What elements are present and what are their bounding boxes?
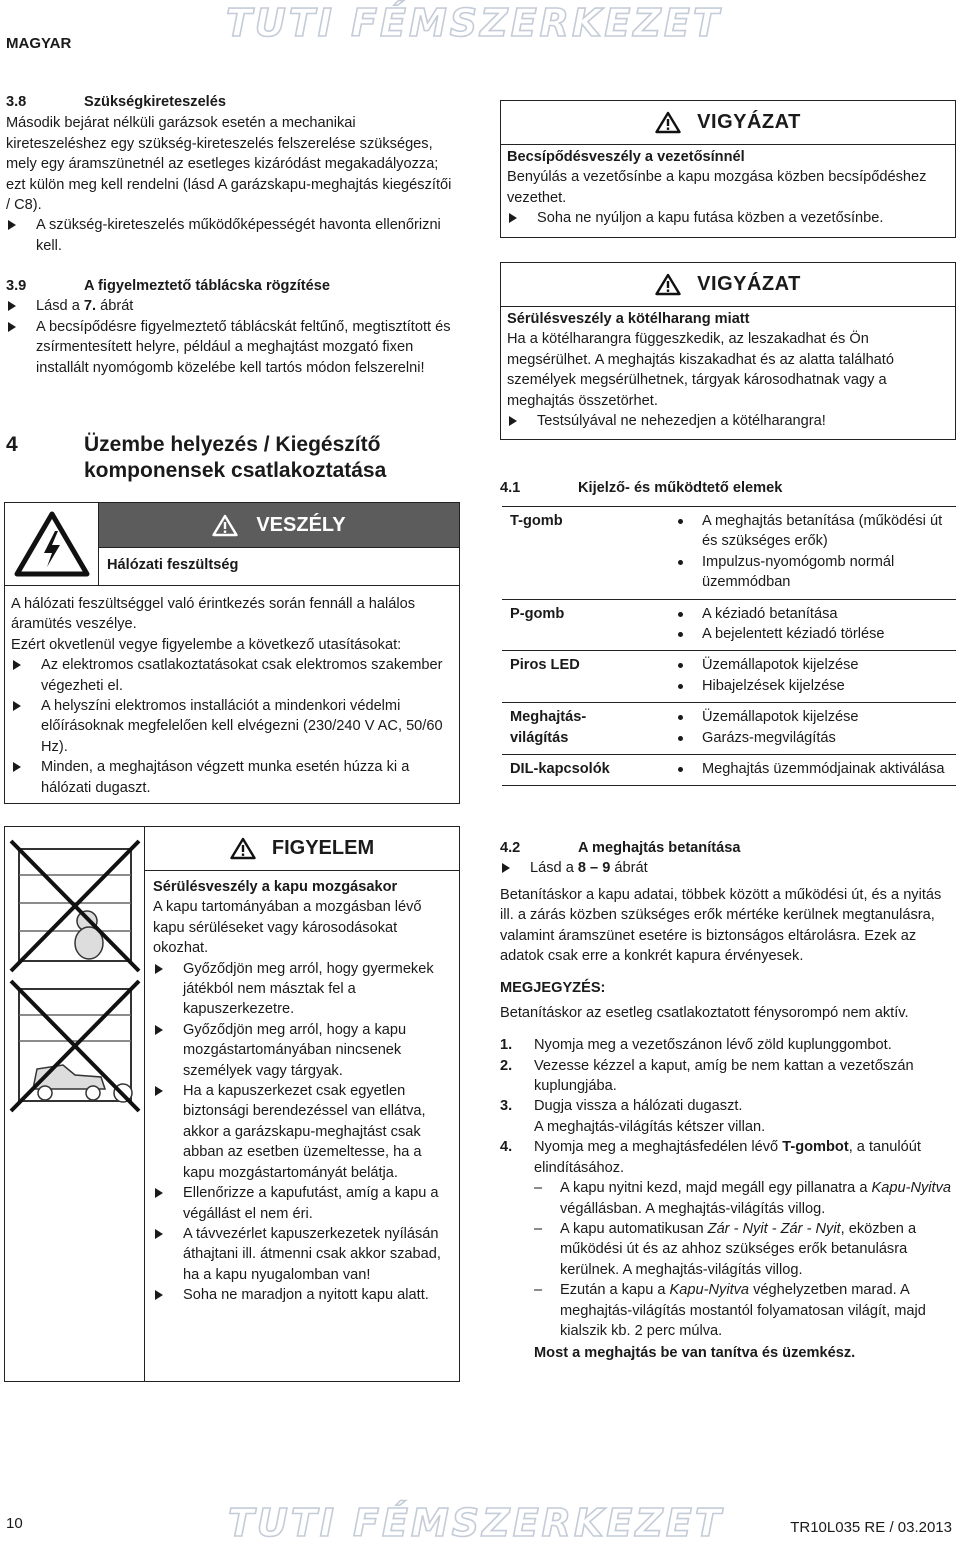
notice-box — [4, 826, 460, 1382]
note-title: MEGJEGYZÉS: — [500, 980, 606, 997]
section-heading: 4.1 Kijelző- és működtető elemek — [500, 480, 783, 496]
page-number: 10 — [6, 1515, 23, 1532]
notice-subtitle: Sérülésveszély a kapu mozgásakor — [153, 879, 398, 895]
paragraph: Ezért okvetlenül vegye figyelembe a következő utasításokat: — [11, 636, 402, 653]
section-heading: 3.9 A figyelmeztető táblácska rögzítése — [6, 278, 331, 294]
caution-box-rope-bell — [500, 262, 956, 440]
list-item: 3. Dugja vissza a hálózati dugaszt. A meghajtás-világítás kétszer villan. — [500, 1098, 766, 1135]
paragraph: Ha a kötélharangra függeszkedik, az leszakadhat és Ön megsérülhet. A meghajtás kiszakadhat és az alatta található személyek megsérülhetnek, tárgyak károsodhatnak vagy a meghajtás összetörhet. — [507, 331, 894, 409]
list-item: 2. Vezesse kézzel a kaput, amíg be nem kattan a vezetőszán kuplungjába. — [500, 1057, 914, 1095]
warning-triangle-icon — [655, 111, 681, 134]
document-id: TR10L035 RE / 03.2013 — [790, 1519, 952, 1536]
section-4-1 — [500, 478, 954, 498]
controls-table — [502, 506, 956, 786]
bullet-item: Győződjön meg arról, hogy a kapu mozgástartományában nincsenek személyek vagy tárgyak. — [153, 1020, 449, 1081]
caution-subtitle: Becsípődésveszély a vezetősínnél — [507, 149, 745, 165]
list-item: – A kapu nyitni kezd, majd megáll egy pillanatra a Kapu-Nyitva végállásban. A meghajtás-világítás villog. — [500, 1178, 954, 1219]
bullet-item: A távvezérlet kapuszerkezetek nyílásán áthajtani ill. átmenni csak akkor szabad, ha a kapu nyugalomban van! — [153, 1224, 449, 1285]
steps-list — [500, 1035, 954, 1364]
bullet-item: A becsípődésre figyelmeztető táblácskát feltűnő, megtisztított és zsírmentesített helyre, például a meghajtást mozgató fixen installált nyomógomb közelébe kell tartós módon felszerelni! — [6, 317, 456, 378]
section-3-9 — [6, 276, 456, 378]
section-heading: 3.8 Szükségkireteszelés — [6, 94, 226, 110]
bullet-item: Győződjön meg arról, hogy gyermekek játékból nem másztak fel a kapuszerkezetre. — [153, 959, 449, 1020]
table-row: Meghajtás-világítás Üzemállapotok kijelzése Garázs-megvilágítás — [502, 703, 956, 755]
warning-triangle-icon — [212, 514, 238, 537]
section-3-8 — [6, 92, 456, 256]
chapter-4-heading: 4 Üzembe helyezés / Kiegészítő komponensek csatlakoztatása — [6, 433, 387, 482]
language-label: MAGYAR — [6, 35, 72, 52]
danger-box — [4, 502, 460, 804]
final-note: Most a meghajtás be van tanítva és üzemkész. — [534, 1345, 856, 1362]
caution-title: VIGYÁZAT — [501, 263, 955, 307]
section-4-2 — [500, 838, 954, 1364]
bullet-item: Lásd a 7. ábrát — [6, 296, 456, 316]
section-heading: 4.2 A meghajtás betanítása — [500, 840, 741, 856]
paragraph: A hálózati feszültséggel való érintkezés során fennáll a halálos áramütés veszélye. — [11, 596, 416, 633]
danger-title-bar: VESZÉLY — [99, 503, 459, 547]
warning-triangle-icon — [230, 837, 256, 860]
bullet-item: Ellenőrizze a kapufutást, amíg a kapu a végállást el nem éri. — [153, 1183, 449, 1224]
list-item: – A kapu automatikusan Zár - Nyit - Zár - Nyit, eközben a működési út és az ahhoz szükséges erők betanulásra kerülnek. A meghajtás-világítás villog. — [500, 1219, 954, 1280]
paragraph: Betanításkor a kapu adatai, többek között a működési út, és a nyitás ill. a zárás közben szükséges erők mértéke kerülnek megtanulásra, valamint áramszünet esetére is biztonságos eltárolásra. Ezek az adatok csak erre a konkrét kapura érvényesek. — [500, 886, 942, 965]
bullet-item: Ha a kapuszerkezet csak egyetlen biztonsági berendezéssel van ellátva, akkor a garázskapu-meghajtást csak abban az esetben üzemeltesse, ha a kapu mozgástartományát belátja. — [153, 1081, 449, 1183]
child-on-door-icon — [11, 841, 139, 971]
list-item: 1. Nyomja meg a vezetőszánon lévő zöld kuplunggombot. — [500, 1037, 892, 1054]
list-item: – Ezután a kapu a Kapu-Nyitva véghelyzetben marad. A meghajtás-világítás mostantól folyamatosan világít, majd kialszik kb. 2 perc múlva. — [500, 1280, 954, 1341]
warning-triangle-icon — [655, 273, 681, 296]
table-row: T-gomb A meghajtás betanítása (működési út és szükséges erők) Impulzus-nyomógomb normál üzemmódban — [502, 507, 956, 599]
caution-box-guide-rail — [500, 100, 956, 238]
prohibition-illustration — [5, 827, 145, 1381]
bullet-item: Az elektromos csatlakoztatásokat csak elektromos szakember végezheti el. — [11, 655, 453, 696]
table-row: P-gomb A kéziadó betanítása A bejelentett kéziadó törlése — [502, 599, 956, 651]
bullet-item: Testsúlyával ne nehezedjen a kötélharangra! — [507, 411, 949, 431]
paragraph: Betanításkor az esetleg csatlakoztatott fénysorompó nem aktív. — [500, 1004, 909, 1021]
notice-title: FIGYELEM — [145, 827, 459, 871]
table-row: DIL-kapcsolók Meghajtás üzemmódjainak aktiválása — [502, 755, 956, 786]
bullet-item: A szükség-kireteszelés működőképességét havonta ellenőrizni kell. — [6, 215, 456, 256]
paragraph: Benyúlás a vezetősínbe a kapu mozgása közben becsípődéshez vezethet. — [507, 169, 927, 206]
caution-subtitle: Sérülésveszély a kötélharang miatt — [507, 311, 750, 327]
toy-car-under-door-icon — [11, 981, 139, 1111]
paragraph: A kapu tartományában a mozgásban lévő kapu sérüléseket vagy károsodásokat okozhat. — [153, 899, 422, 957]
danger-subtitle: Hálózati feszültség — [107, 557, 239, 573]
caution-title: VIGYÁZAT — [501, 101, 955, 145]
paragraph: Második bejárat nélküli garázsok esetén a mechanikai kireteszeléshez egy szükség-kireteszelés felszerelése szükséges, mely egy áramszünetnél az esetleges kizáródást megakadályozza; ezt külön meg kell rendelni (lásd A garázskapu-meghajtás kiegészítői / C8). — [6, 115, 452, 214]
bullet-item: Soha ne maradjon a nyitott kapu alatt. — [153, 1285, 449, 1305]
bullet-item: Lásd a 8 – 9 ábrát — [500, 858, 954, 878]
electric-hazard-icon — [5, 503, 99, 585]
watermark-bottom: TUTI FÉMSZERKEZET — [228, 1501, 724, 1545]
bullet-item: Minden, a meghajtáson végzett munka esetén húzza ki a hálózati dugaszt. — [11, 757, 453, 798]
bullet-item: A helyszíni elektromos installációt a mindenkori védelmi előírásoknak megfelelően kell elvégezni (230/240 V AC, 50/60 Hz). — [11, 696, 453, 757]
list-item: 4. Nyomja meg a meghajtásfedélen lévő T-gombot, a tanulóút elindításához. — [500, 1139, 921, 1176]
bullet-item: Soha ne nyúljon a kapu futása közben a vezetősínbe. — [507, 208, 949, 228]
watermark-top: TUTI FÉMSZERKEZET — [226, 1, 722, 45]
table-row: Piros LED Üzemállapotok kijelzése Hibajelzések kijelzése — [502, 651, 956, 703]
